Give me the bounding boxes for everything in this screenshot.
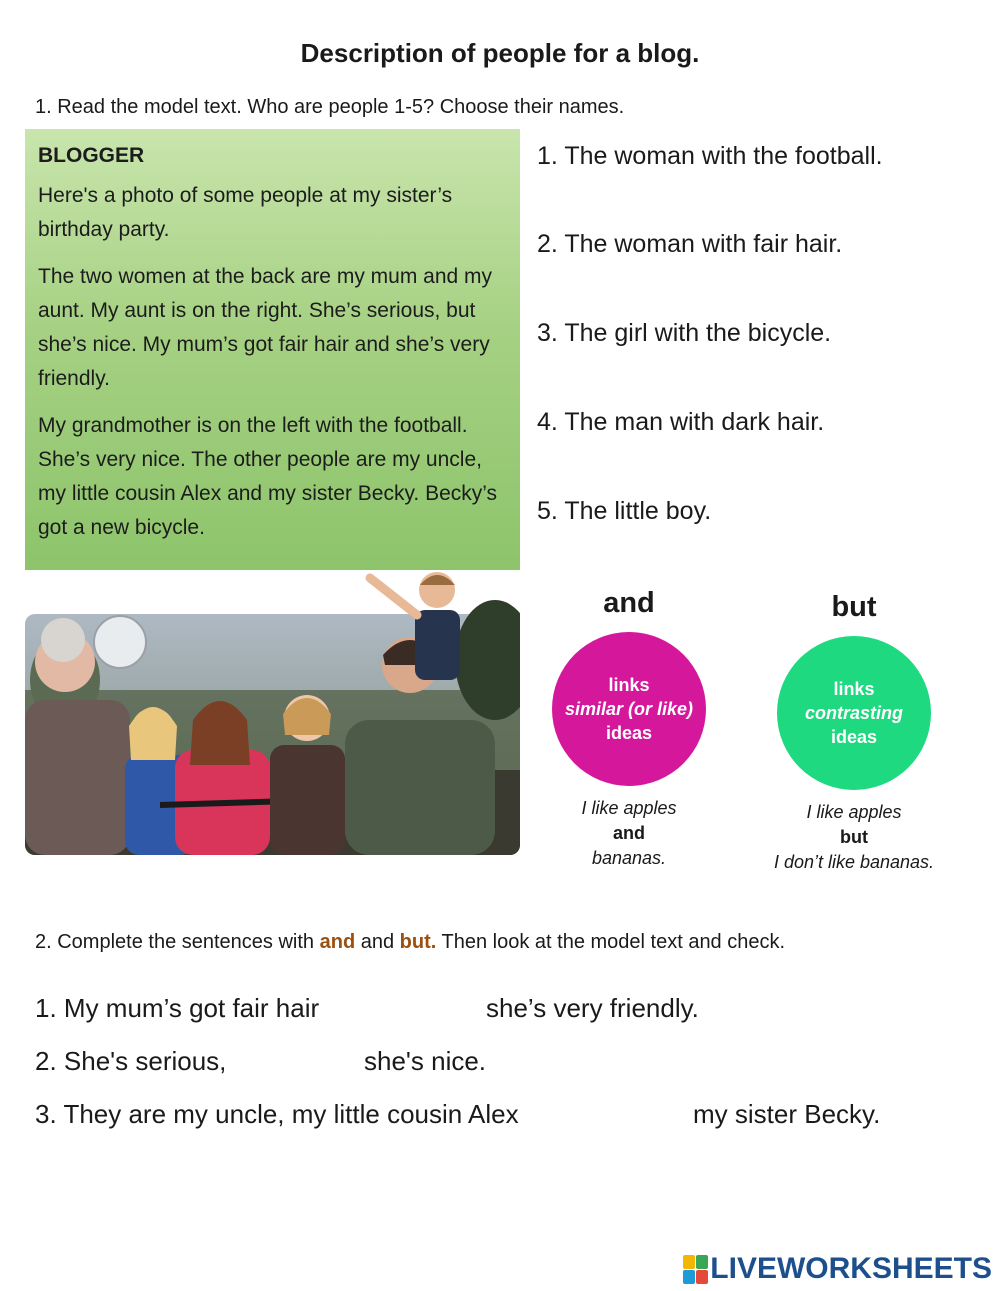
sentence-2-blank[interactable] [256, 1043, 356, 1079]
and-example-line-2: and [612, 823, 645, 843]
liveworksheets-logo [683, 1252, 992, 1286]
question-3: 3. The girl with the bicycle. [537, 319, 832, 347]
blog-text-box [25, 129, 520, 570]
but-example-line-1: I like apples [806, 802, 902, 822]
sentence-1-end: she’s very friendly. [486, 993, 699, 1023]
exercise-1-instruction: 1. Read the model text. Who are people 1-5? Choose their names. [35, 96, 625, 118]
instr-text-1: 2. Complete the sentences with [35, 931, 320, 953]
question-5: 5. The little boy. [537, 497, 712, 525]
and-circle-line-1: links [608, 675, 650, 695]
but-circle [777, 636, 931, 790]
question-4: 4. The man with dark hair. [537, 408, 825, 436]
sentence-1-start: 1. My mum’s got fair hair [35, 993, 320, 1023]
but-circle-line-3: ideas [830, 727, 877, 747]
but-circle-line-2: contrasting [804, 703, 903, 723]
but-circle-line-1: links [833, 679, 875, 699]
and-circle-line-3: ideas [605, 723, 653, 743]
sentence-3-end: my sister Becky. [693, 1099, 881, 1129]
blog-paragraph-1: Here's a photo of some people at my sister’s birthday party. [38, 184, 453, 241]
sentence-2-end: she's nice. [364, 1046, 487, 1076]
and-example-line-1: I like apples [581, 798, 677, 818]
family-photo [25, 570, 520, 855]
logo-text: LIVEWORKSHEETS [710, 1252, 992, 1285]
and-circle-line-2: similar (or like) [564, 699, 694, 719]
and-example-line-3: bananas. [591, 848, 667, 868]
blog-paragraph-3: My grandmother is on the left with the football. She’s very nice. The other people are my uncle, my little cousin Alex and my sister Becky. Becky’s got a new bicycle. [38, 414, 498, 539]
but-heading: but [831, 591, 877, 623]
blog-heading: BLOGGER [38, 144, 145, 167]
instr-text-3: Then look at the model text and check. [436, 931, 786, 953]
logo-mark-icon [683, 1255, 708, 1284]
sentence-1-blank[interactable] [372, 990, 480, 1026]
sentence-3-start: 3. They are my uncle, my little cousin Alex [35, 1099, 519, 1129]
and-circle [552, 632, 706, 786]
sentence-3-blank[interactable] [594, 1096, 688, 1132]
but-example-line-3: I don’t like bananas. [773, 852, 935, 872]
question-1: 1. The woman with the football. [537, 142, 883, 170]
sentence-2-start: 2. She's serious, [35, 1046, 227, 1076]
but-example [754, 800, 954, 875]
and-example [529, 796, 729, 871]
exercise-2-instruction [35, 931, 785, 954]
and-heading: and [603, 587, 655, 619]
blog-paragraph-2: The two women at the back are my mum and my aunt. My aunt is on the right. She’s serious, but she’s nice. My mum’s got fair hair and she’s very friendly. [38, 265, 493, 390]
instr-and-word: and [319, 931, 356, 953]
question-2: 2. The woman with fair hair. [537, 230, 843, 258]
but-example-line-2: but [840, 827, 868, 847]
instr-but-word: but. [399, 931, 437, 953]
instr-text-2: and [355, 931, 400, 953]
page-title: Description of people for a blog. [300, 38, 700, 68]
